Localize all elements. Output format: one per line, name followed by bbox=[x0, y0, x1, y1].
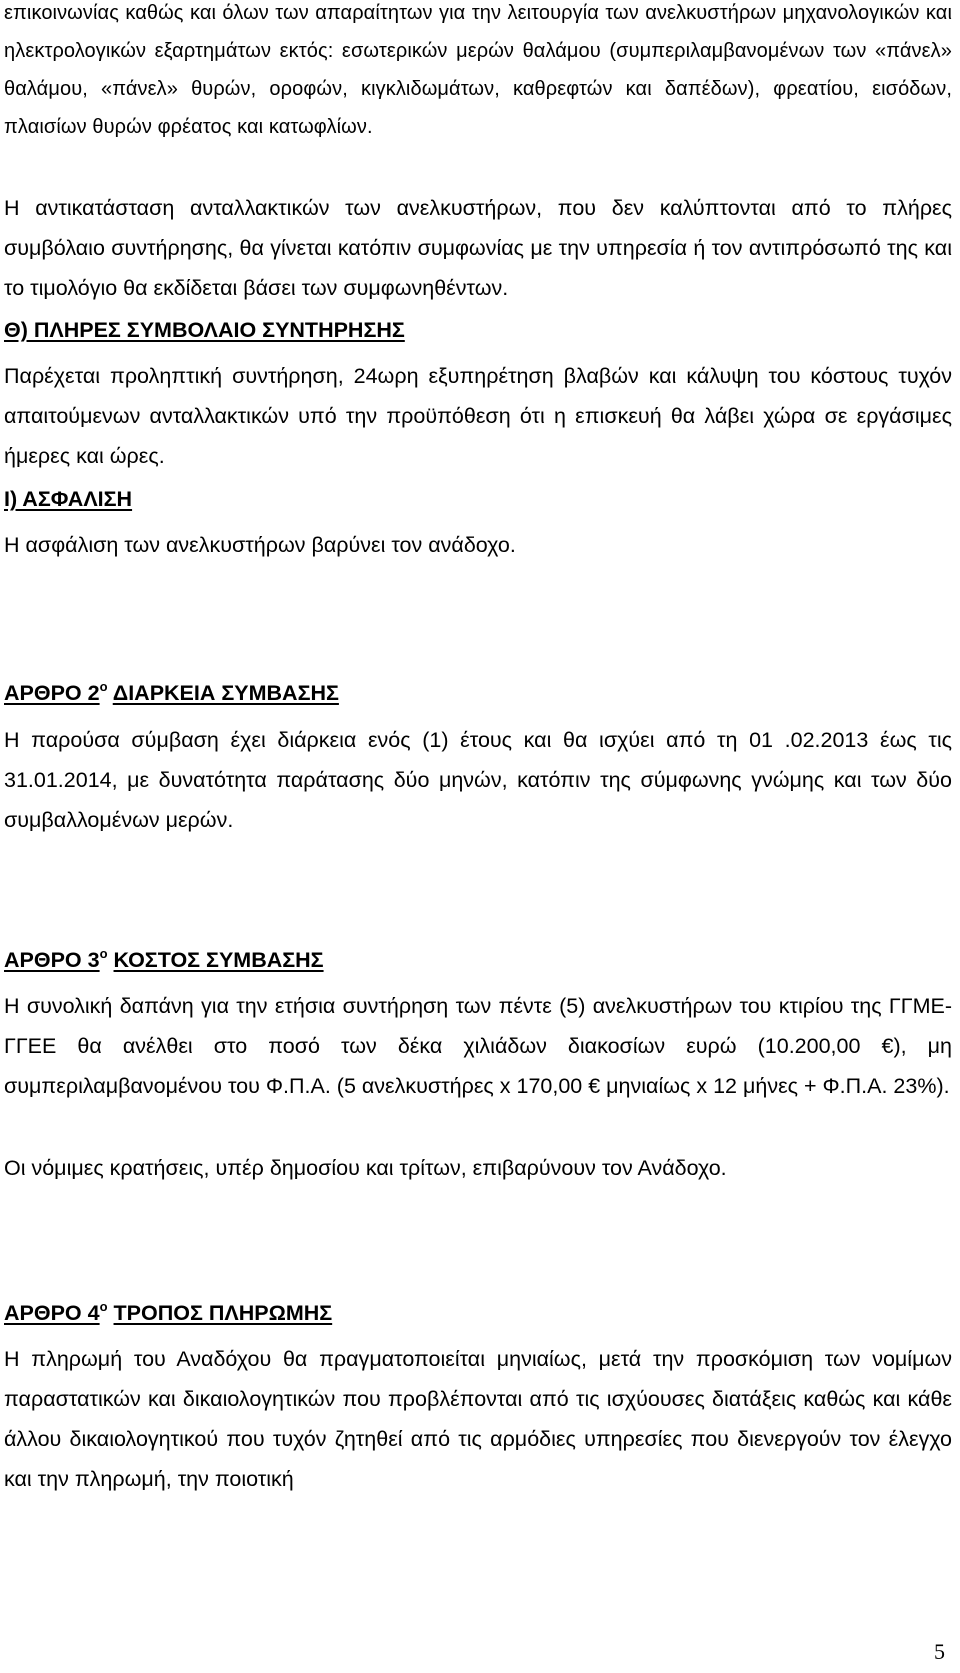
article3-paragraph: Η συνολική δαπάνη για την ετήσια συντήρηση των πέντε (5) ανελκυστήρων του κτιρίου της ΓΓΜΕ-ΓΓΕΕ θα ανέλθει στο ποσό των δέκα χιλιάδων διακοσίων ευρώ (10.200,00 €), μη συμπεριλαμβανομένου του Φ.Π.Α. (5 ανελκυστήρες x 170,00 € μηνιαίως x 12 μήνες + Φ.Π.Α. 23%). bbox=[4, 994, 952, 1098]
insurance-heading bbox=[4, 484, 132, 514]
article4-heading-prefix: ΑΡΘΡΟ 4 bbox=[4, 1301, 100, 1325]
article3-deductions-paragraph: Οι νόμιμες κρατήσεις, υπέρ δημοσίου και τρίτων, επιβαρύνουν τον Ανάδοχο. bbox=[4, 1156, 727, 1180]
page-number: 5 bbox=[934, 1639, 945, 1664]
article3-heading-prefix: ΑΡΘΡΟ 3 bbox=[4, 948, 100, 972]
insurance-paragraph: Η ασφάλιση των ανελκυστήρων βαρύνει τον ανάδοχο. bbox=[4, 533, 516, 557]
article3-heading bbox=[4, 945, 324, 975]
full-contract-heading-text: Θ) ΠΛΗΡΕΣ ΣΥΜΒΟΛΑΙΟ ΣΥΝΤΗΡΗΣΗΣ bbox=[4, 318, 405, 342]
article2-heading-prefix: ΑΡΘΡΟ 2 bbox=[4, 681, 100, 705]
article2-heading-sup: ο bbox=[99, 679, 108, 694]
full-contract-paragraph: Παρέχεται προληπτική συντήρηση, 24ωρη εξυπηρέτηση βλαβών και κάλυψη του κόστους τυχόν απαιτούμενων ανταλλακτικών υπό την προϋπόθεση ότι η επισκευή θα λάβει χώρα σε εργάσιμες ήμερες και ώρες. bbox=[4, 364, 952, 468]
article4-paragraph: Η πληρωμή του Αναδόχου θα πραγματοποιείται μηνιαίως, μετά την προσκόμιση των νομίμων παραστατικών και δικαιολογητικών που προβλέπονται από τις ισχύουσες διατάξεις καθώς και κάθε άλλου δικαιολογητικού που τυχόν ζητηθεί από τις αρμόδιες υπηρεσίες που διενεργούν τον έλεγχο και την πληρωμή, την ποιοτική bbox=[4, 1347, 952, 1491]
intro-paragraph: επικοινωνίας καθώς και όλων των απαραίτητων για την λειτουργία των ανελκυστήρων μηχανολογικών και ηλεκτρολογικών εξαρτημάτων εκτός: εσωτερικών μερών θαλάμου (συμπεριλαμβανομένων των «πάνελ» θαλάμου, «πάνελ» θυρών, οροφών, κιγκλιδωμάτων, καθρεφτών και δαπέδων), φρεατίου, εισόδων, πλαισίων θυρών φρέατος και κατωφλίων. bbox=[4, 2, 952, 138]
article3-heading-title: ΚΟΣΤΟΣ ΣΥΜΒΑΣΗΣ bbox=[113, 948, 324, 972]
article4-heading-sup: ο bbox=[99, 1299, 108, 1314]
article2-paragraph: Η παρούσα σύμβαση έχει διάρκεια ενός (1) έτους και θα ισχύει από τη 01 .02.2013 έως τις 31.01.2014, με δυνατότητα παράτασης δύο μηνών, κατόπιν της σύμφωνης γνώμης και των δύο συμβαλλομένων μερών. bbox=[4, 728, 952, 832]
article3-heading-sup: ο bbox=[99, 946, 108, 961]
article2-heading bbox=[4, 678, 339, 708]
replacement-paragraph: Η αντικατάσταση ανταλλακτικών των ανελκυστήρων, που δεν καλύπτονται από το πλήρες συμβόλαιο συντήρησης, θα γίνεται κατόπιν συμφωνίας με την υπηρεσία ή τον αντιπρόσωπό της και το τιμολόγιο θα εκδίδεται βάσει των συμφωνηθέντων. bbox=[4, 196, 952, 300]
article2-heading-title: ΔΙΑΡΚΕΙΑ ΣΥΜΒΑΣΗΣ bbox=[112, 681, 339, 705]
insurance-heading-text: Ι) ΑΣΦΑΛΙΣΗ bbox=[4, 487, 133, 511]
article4-heading bbox=[4, 1298, 332, 1328]
article4-heading-title: ΤΡΟΠΟΣ ΠΛΗΡΩΜΗΣ bbox=[113, 1301, 333, 1325]
full-contract-heading bbox=[4, 315, 405, 345]
